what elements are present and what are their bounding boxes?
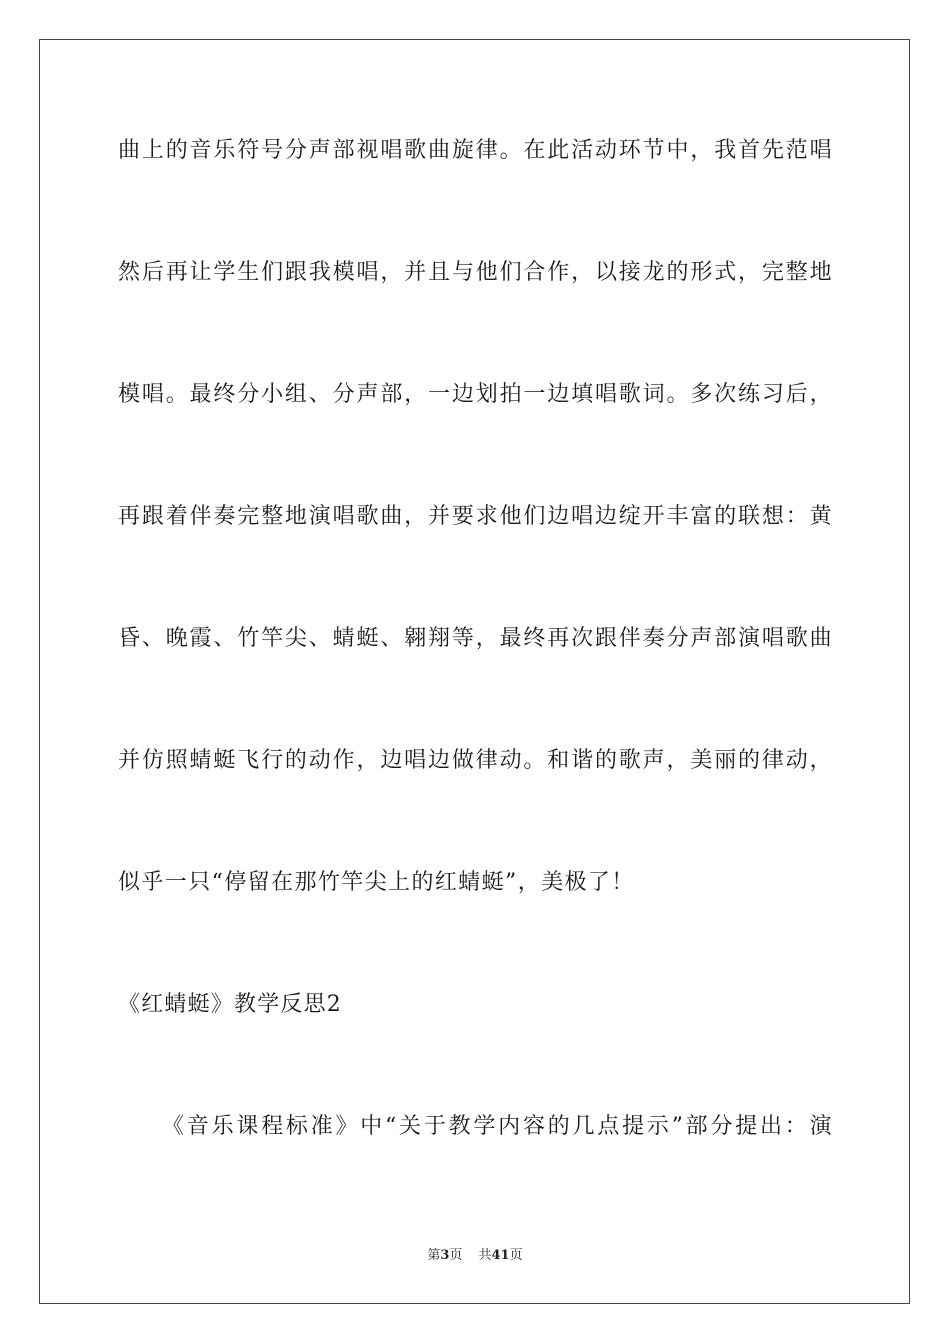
- total-pages: 41: [491, 1248, 510, 1263]
- page-footer: [0, 1246, 950, 1266]
- body-text-line-3: 模唱。最终分小组、分声部，一边划拍一边填唱歌词。多次练习后，: [118, 382, 833, 407]
- total-suffix: 页: [509, 1248, 523, 1263]
- page-prefix: 第: [427, 1248, 441, 1263]
- page-number: 3: [440, 1248, 450, 1263]
- body-text-line-2: 然后再让学生们跟我模唱，并且与他们合作，以接龙的形式，完整地: [118, 260, 833, 285]
- paragraph-first-line: 《音乐课程标准》中“关于教学内容的几点提示”部分提出：演: [162, 1114, 833, 1139]
- body-text-line-4: 再跟着伴奏完整地演唱歌曲，并要求他们边唱边绽开丰富的联想：黄: [118, 504, 833, 529]
- body-text-line-6: 并仿照蜻蜓飞行的动作，边唱边做律动。和谐的歌声，美丽的律动，: [118, 748, 833, 773]
- page-suffix: 页: [449, 1248, 463, 1263]
- body-text-line-1: 曲上的音乐符号分声部视唱歌曲旋律。在此活动环节中，我首先范唱: [118, 138, 833, 163]
- body-text-line-7: 似乎一只“停留在那竹竿尖上的红蜻蜓”，美极了！: [118, 870, 635, 895]
- body-text-line-5: 昏、晚霞、竹竿尖、蜻蜓、翱翔等，最终再次跟伴奏分声部演唱歌曲: [118, 626, 833, 651]
- total-prefix: 共: [478, 1248, 492, 1263]
- section-title: 《红蜻蜓》教学反思2: [118, 992, 342, 1017]
